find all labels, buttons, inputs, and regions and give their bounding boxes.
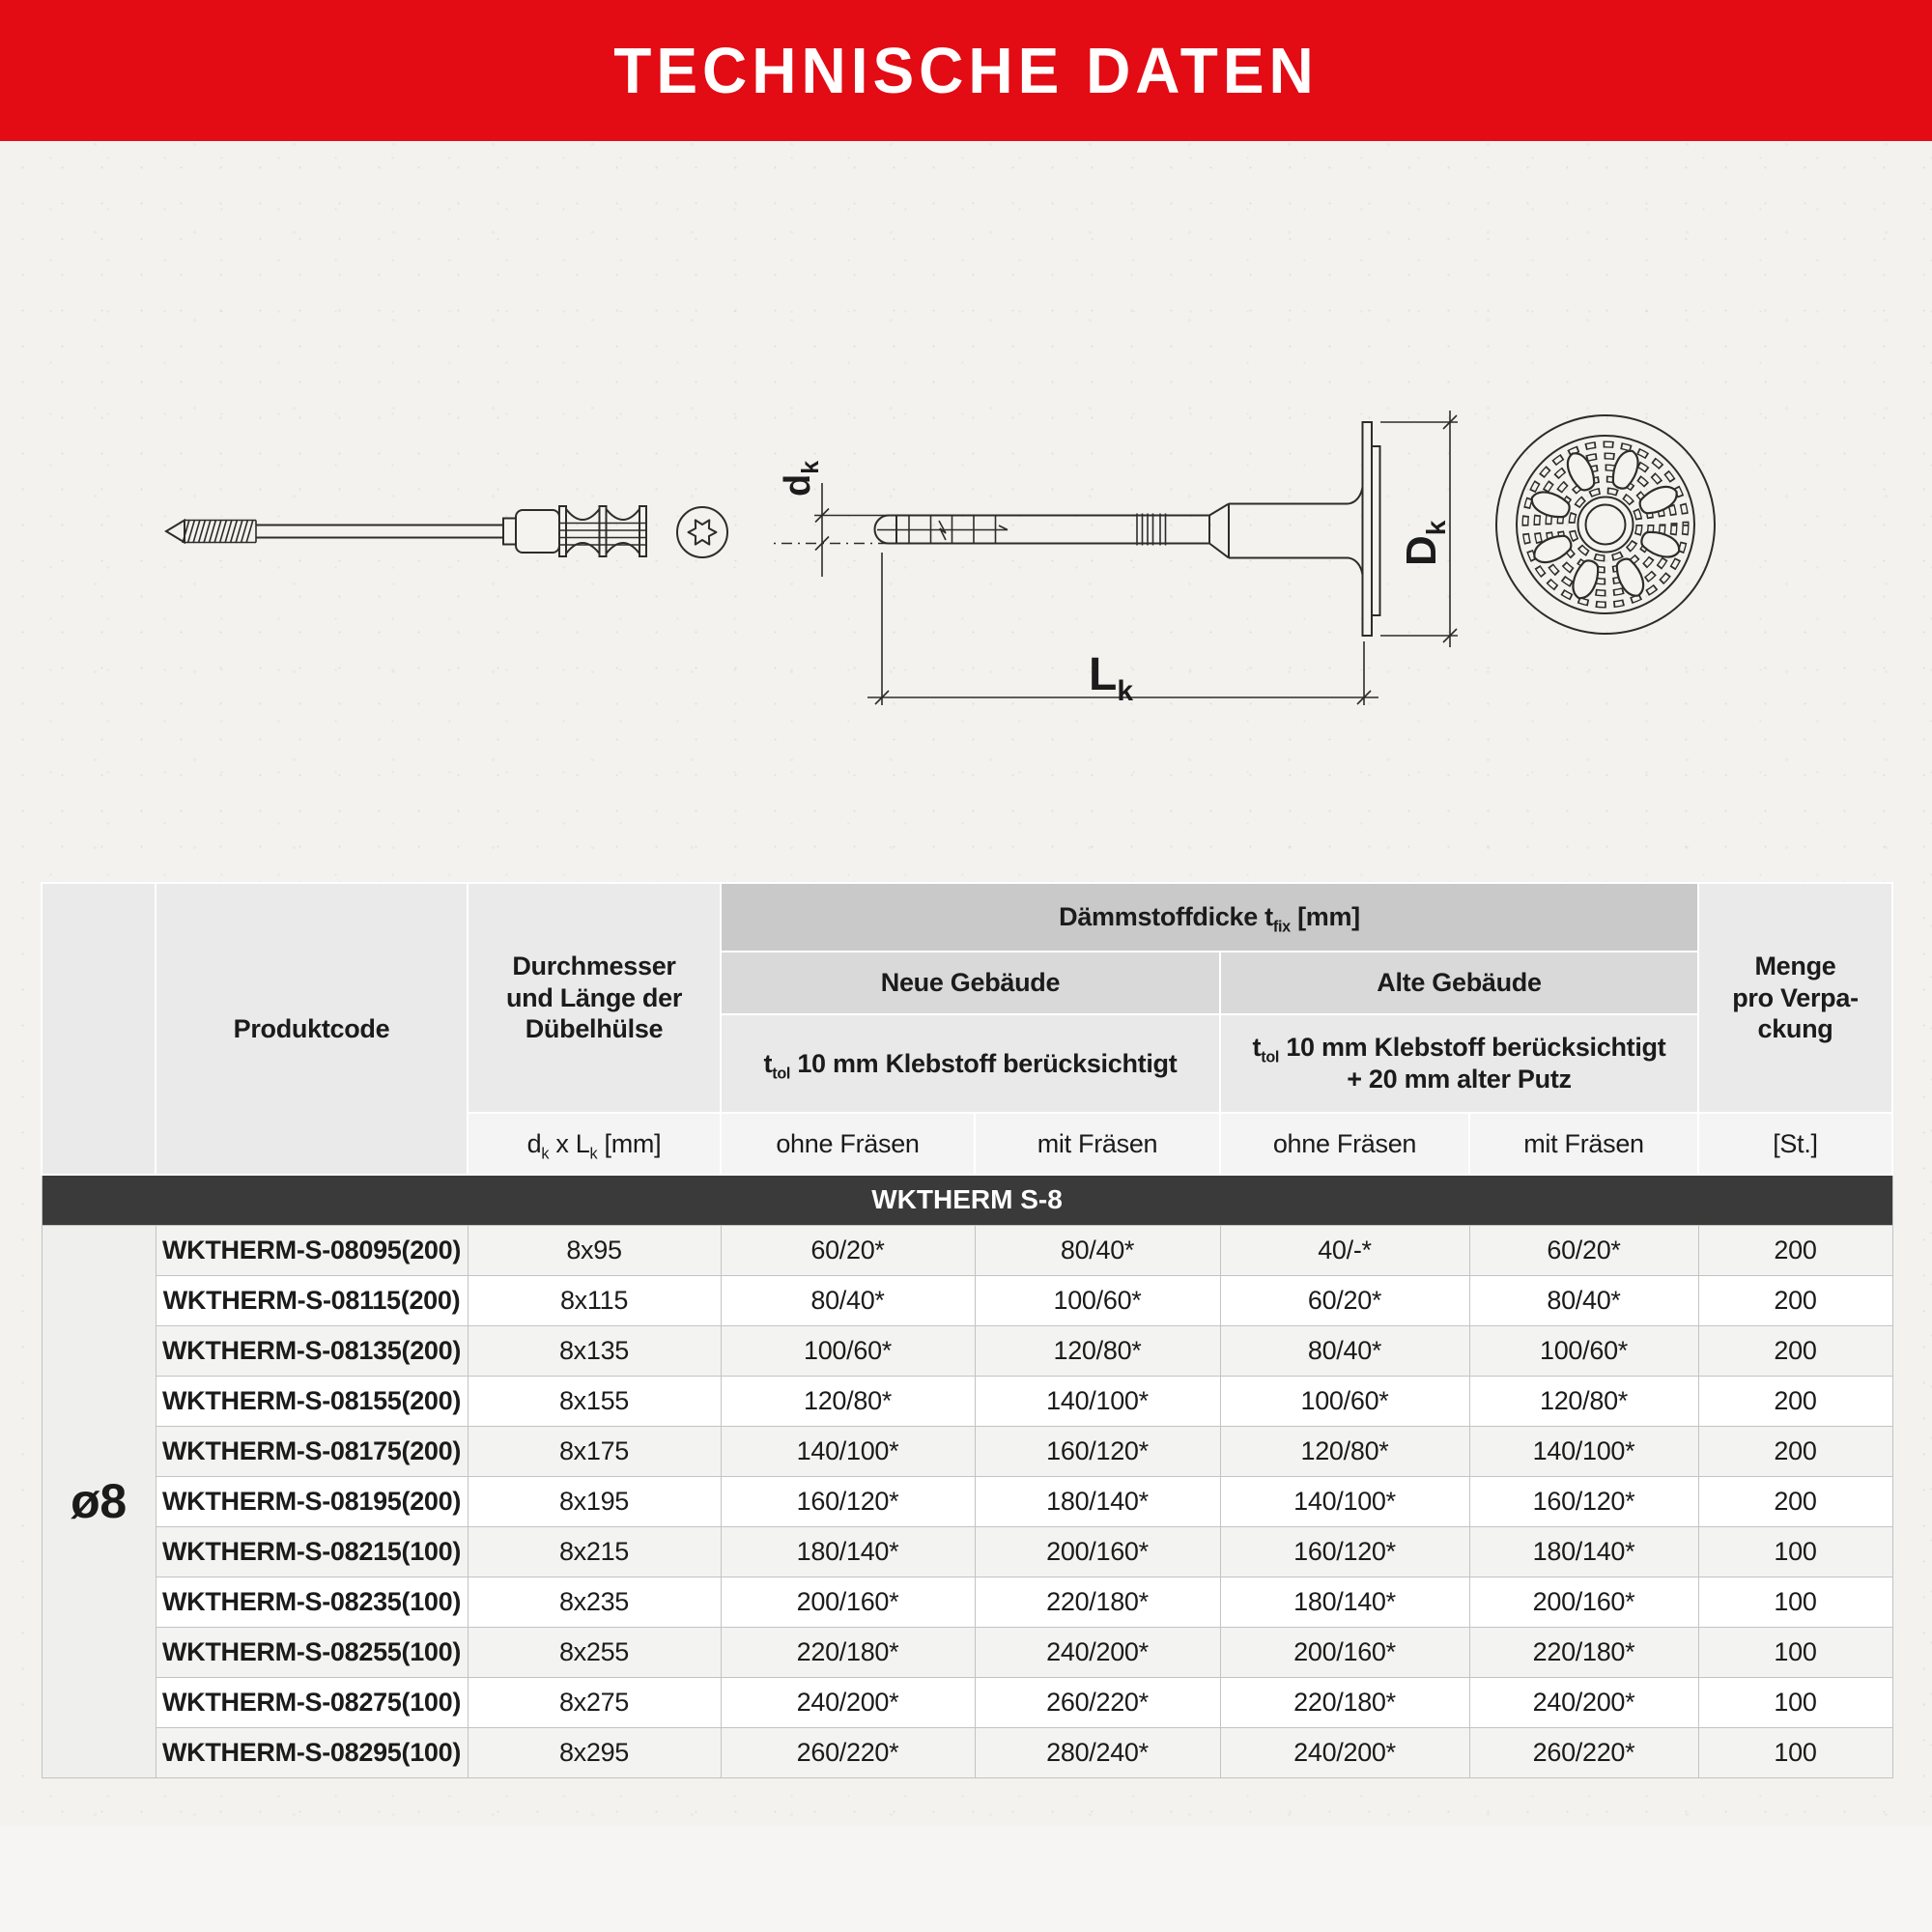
size-cell: 8x135 [468,1326,721,1377]
alte-mit-fraesen-cell: 180/140* [1469,1527,1698,1577]
col-header-alte-ohne: ohne Fräsen [1220,1113,1469,1175]
technical-drawings [0,0,1932,753]
menge-cell: 100 [1698,1577,1892,1628]
plate-front-view [1496,415,1715,634]
dklk-s1: k [541,1144,550,1162]
neue-ohne-fraesen-cell: 180/140* [721,1527,975,1577]
col-header-dk-lk [468,1113,721,1175]
svg-text:dk [778,461,824,497]
table-row [42,1728,1892,1778]
alte-ohne-fraesen-cell: 60/20* [1220,1276,1469,1326]
neue-mit-fraesen-cell: 280/240* [975,1728,1220,1778]
alte-ohne-fraesen-cell: 160/120* [1220,1527,1469,1577]
col-header-neue-ohne: ohne Fräsen [721,1113,975,1175]
dklk-p2: x L [549,1128,590,1158]
table-row [42,1527,1892,1577]
menge-line3: ckung [1757,1014,1833,1044]
durchmesser-line3: Dübelhülse [525,1014,664,1044]
bottom-strip [0,1826,1932,1932]
dim-d-label: d [778,473,818,497]
col-header-daemmstoffdicke [721,883,1698,952]
size-cell: 8x115 [468,1276,721,1326]
table-header [42,883,1892,1175]
alte-mit-fraesen-cell: 100/60* [1469,1326,1698,1377]
col-header-neue-gebaeude: Neue Gebäude [721,952,1220,1014]
ttol-neue-sub: tol [772,1064,791,1082]
table-row [42,1226,1892,1276]
table-row [42,1477,1892,1527]
table-row [42,1577,1892,1628]
diameter-label: ø8 [42,1226,156,1778]
product-code-cell: WKTHERM-S-08295(100) [156,1728,468,1778]
neue-mit-fraesen-cell: 80/40* [975,1226,1220,1276]
dim-L-sub: k [1117,675,1134,707]
ttol-alte-sub: tol [1261,1048,1280,1066]
corner-cell [42,883,156,1175]
durchmesser-line2: und Länge der [505,982,683,1012]
alte-mit-fraesen-cell: 80/40* [1469,1276,1698,1326]
product-code-cell: WKTHERM-S-08255(100) [156,1628,468,1678]
daemmstoffdicke-post: [mm] [1290,902,1360,932]
dklk-p3: [mm] [597,1128,662,1158]
daemmstoffdicke-pre: Dämmstoffdicke t [1059,902,1273,932]
product-code-cell: WKTHERM-S-08215(100) [156,1527,468,1577]
neue-ohne-fraesen-cell: 160/120* [721,1477,975,1527]
dim-L-label: L [1088,649,1118,700]
alte-ohne-fraesen-cell: 180/140* [1220,1577,1469,1628]
dklk-s2: k [589,1144,598,1162]
table-row [42,1427,1892,1477]
neue-mit-fraesen-cell: 260/220* [975,1678,1220,1728]
col-header-durchmesser [468,883,721,1113]
alte-mit-fraesen-cell: 240/200* [1469,1678,1698,1728]
menge-cell: 200 [1698,1427,1892,1477]
produktcode-label: Produktcode [233,1013,390,1043]
dimension-Dk [1380,411,1458,647]
product-code-cell: WKTHERM-S-08155(200) [156,1377,468,1427]
ttol-neue-pre: t [763,1048,773,1078]
col-header-menge [1698,883,1892,1113]
menge-cell: 200 [1698,1377,1892,1427]
product-code-cell: WKTHERM-S-08115(200) [156,1276,468,1326]
product-code-cell: WKTHERM-S-08195(200) [156,1477,468,1527]
neue-mit-fraesen-cell: 200/160* [975,1527,1220,1577]
neue-mit-fraesen-cell: 140/100* [975,1377,1220,1427]
ttol-alte-pre: t [1252,1033,1262,1063]
neue-mit-fraesen-cell: 160/120* [975,1427,1220,1477]
neue-ohne-fraesen-cell: 140/100* [721,1427,975,1477]
dowel-side-view [773,411,1458,707]
product-code-cell: WKTHERM-S-08095(200) [156,1226,468,1276]
col-header-alte-gebaeude: Alte Gebäude [1220,952,1698,1014]
size-cell: 8x175 [468,1427,721,1477]
group-band-row [42,1175,1892,1226]
svg-text:Lk [1089,649,1133,707]
alte-ohne-fraesen-cell: 120/80* [1220,1427,1469,1477]
alte-ohne-fraesen-cell: 220/180* [1220,1678,1469,1728]
menge-cell: 200 [1698,1477,1892,1527]
alte-ohne-fraesen-cell: 80/40* [1220,1326,1469,1377]
screw-torx-end-view [677,507,727,557]
col-header-produktcode [156,883,468,1175]
size-cell: 8x295 [468,1728,721,1778]
menge-cell: 200 [1698,1226,1892,1276]
neue-ohne-fraesen-cell: 220/180* [721,1628,975,1678]
neue-ohne-fraesen-cell: 80/40* [721,1276,975,1326]
alte-mit-fraesen-cell: 140/100* [1469,1427,1698,1477]
alte-ohne-fraesen-cell: 140/100* [1220,1477,1469,1527]
menge-cell: 100 [1698,1678,1892,1728]
size-cell: 8x275 [468,1678,721,1728]
dimension-dk [773,461,889,577]
neue-ohne-fraesen-cell: 100/60* [721,1326,975,1377]
screw-side-view [166,506,646,556]
size-cell: 8x215 [468,1527,721,1577]
svg-text:Dk [1398,520,1451,566]
ttol-alte-post: 10 mm Klebstoff berücksichtigt [1279,1033,1666,1063]
dim-d-sub: k [797,460,824,474]
menge-cell: 100 [1698,1728,1892,1778]
daemmstoffdicke-sub: fix [1272,918,1291,936]
alte-mit-fraesen-cell: 260/220* [1469,1728,1698,1778]
table-row [42,1276,1892,1326]
dim-D-label: D [1398,535,1445,566]
size-cell: 8x235 [468,1577,721,1628]
col-header-st: [St.] [1698,1113,1892,1175]
neue-ohne-fraesen-cell: 200/160* [721,1577,975,1628]
dklk-p1: d [526,1128,542,1158]
alte-mit-fraesen-cell: 200/160* [1469,1577,1698,1628]
torx-icon [689,520,717,544]
durchmesser-line1: Durchmesser [512,951,676,980]
dimension-Lk [867,553,1378,707]
alte-ohne-fraesen-cell: 200/160* [1220,1628,1469,1678]
menge-line1: Menge [1754,951,1836,980]
col-header-ttol-alte [1220,1014,1698,1113]
menge-cell: 100 [1698,1628,1892,1678]
neue-ohne-fraesen-cell: 60/20* [721,1226,975,1276]
spec-table [41,882,1893,1778]
table-row [42,1628,1892,1678]
menge-line2: pro Verpa- [1732,982,1859,1012]
table-row [42,1377,1892,1427]
ttol-alte-line2: + 20 mm alter Putz [1347,1065,1572,1094]
alte-mit-fraesen-cell: 160/120* [1469,1477,1698,1527]
col-header-ttol-neue [721,1014,1220,1113]
alte-mit-fraesen-cell: 220/180* [1469,1628,1698,1678]
dowel-ribs [1137,514,1166,546]
neue-mit-fraesen-cell: 120/80* [975,1326,1220,1377]
size-cell: 8x255 [468,1628,721,1678]
table-row [42,1678,1892,1728]
menge-cell: 100 [1698,1527,1892,1577]
neue-mit-fraesen-cell: 100/60* [975,1276,1220,1326]
size-cell: 8x155 [468,1377,721,1427]
menge-cell: 200 [1698,1276,1892,1326]
neue-mit-fraesen-cell: 240/200* [975,1628,1220,1678]
table-body [42,1175,1892,1778]
page-title: TECHNISCHE DATEN [613,34,1319,107]
neue-mit-fraesen-cell: 220/180* [975,1577,1220,1628]
product-code-cell: WKTHERM-S-08275(100) [156,1678,468,1728]
ttol-neue-post: 10 mm Klebstoff berücksichtigt [790,1048,1178,1078]
alte-ohne-fraesen-cell: 40/-* [1220,1226,1469,1276]
alte-mit-fraesen-cell: 60/20* [1469,1226,1698,1276]
dim-D-sub: k [1421,520,1451,536]
neue-ohne-fraesen-cell: 260/220* [721,1728,975,1778]
menge-cell: 200 [1698,1326,1892,1377]
size-cell: 8x95 [468,1226,721,1276]
neue-ohne-fraesen-cell: 120/80* [721,1377,975,1427]
screw-thread-hatch [183,520,253,543]
product-code-cell: WKTHERM-S-08235(100) [156,1577,468,1628]
alte-ohne-fraesen-cell: 100/60* [1220,1377,1469,1427]
alte-ohne-fraesen-cell: 240/200* [1220,1728,1469,1778]
product-code-cell: WKTHERM-S-08175(200) [156,1427,468,1477]
neue-ohne-fraesen-cell: 240/200* [721,1678,975,1728]
table-row [42,1326,1892,1377]
col-header-neue-mit: mit Fräsen [975,1113,1220,1175]
neue-mit-fraesen-cell: 180/140* [975,1477,1220,1527]
size-cell: 8x195 [468,1477,721,1527]
group-label: WKTHERM S-8 [42,1175,1892,1226]
alte-mit-fraesen-cell: 120/80* [1469,1377,1698,1427]
col-header-alte-mit: mit Fräsen [1469,1113,1698,1175]
product-code-cell: WKTHERM-S-08135(200) [156,1326,468,1377]
